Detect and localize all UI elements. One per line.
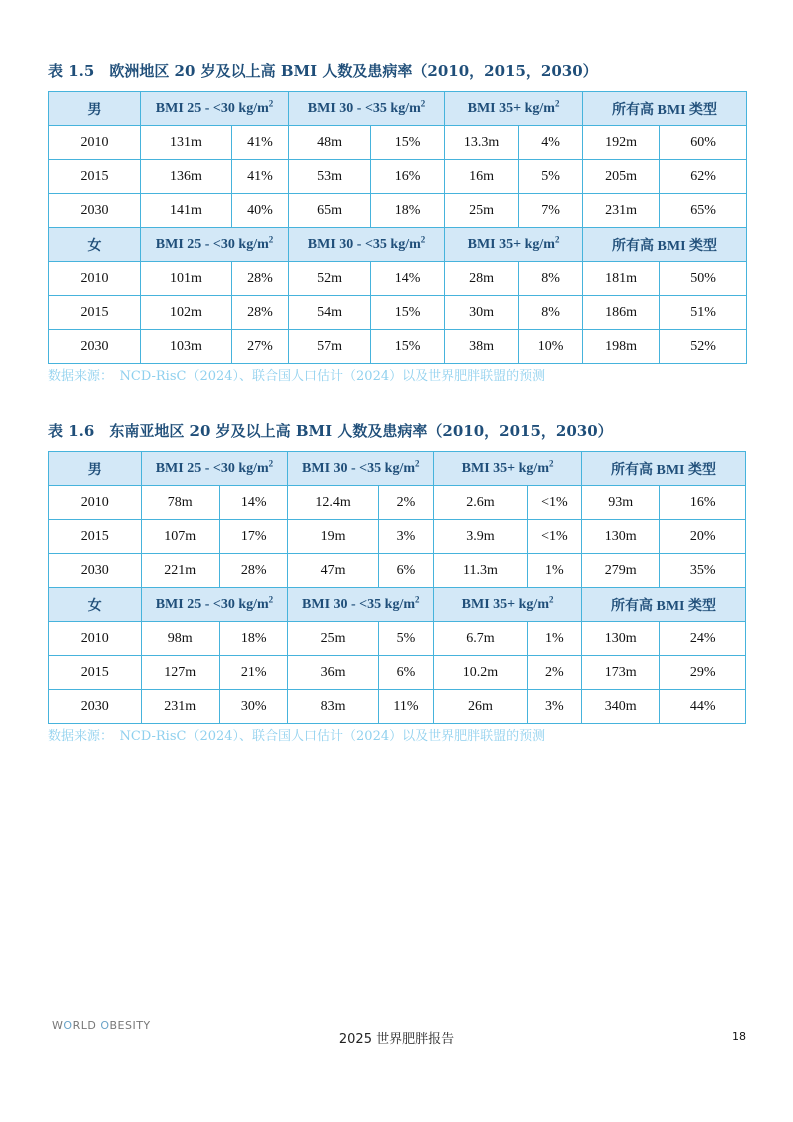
data-cell: 57m [289, 330, 371, 364]
data-cell: 17% [219, 520, 287, 554]
data-cell: 53m [289, 160, 371, 194]
table-row [49, 330, 747, 364]
report-title-footer: 2025 世界肥胖报告 [338, 1032, 455, 1047]
header-row [49, 228, 747, 262]
data-cell: 130m [582, 622, 660, 656]
sex-label: 女 [49, 228, 141, 262]
table-1-5-title: 表 1.5 欧洲地区 20 岁及以上高 BMI 人数及患病率（2010，2015，2030） [48, 62, 598, 80]
page-number: 18 [732, 1030, 746, 1043]
table-row [49, 126, 747, 160]
data-cell: 221m [141, 554, 219, 588]
column-header: BMI $35+ kg/m^2$ [445, 228, 583, 262]
data-cell: 181m [583, 262, 660, 296]
data-cell: 48m [289, 126, 371, 160]
data-cell: 192m [583, 126, 660, 160]
data-cell: 27% [232, 330, 289, 364]
data-cell: 18% [219, 622, 287, 656]
data-cell: 279m [582, 554, 660, 588]
data-cell: 52m [289, 262, 371, 296]
data-cell: 41% [232, 126, 289, 160]
column-header: BMI $35+ kg/m^2$ [445, 92, 583, 126]
header-row [49, 92, 747, 126]
table-1-6-title: 表 1.6 东南亚地区 20 岁及以上高 BMI 人数及患病率（2010，2015，2030） [48, 422, 613, 440]
column-header: BMI $35+ kg/m^2$ [434, 588, 582, 622]
table-row [49, 690, 746, 724]
column-header: BMI 25 - <30 $kg/m^2$ [141, 588, 288, 622]
data-cell: 25m [288, 622, 379, 656]
data-cell: 28% [232, 262, 289, 296]
table-row [49, 296, 747, 330]
data-cell: 3.9m [434, 520, 528, 554]
data-cell: 35% [660, 554, 746, 588]
year-cell: 2030 [49, 554, 142, 588]
data-cell: 21% [219, 656, 287, 690]
year-cell: 2030 [49, 690, 142, 724]
table-row [49, 622, 746, 656]
data-cell: 28% [219, 554, 287, 588]
data-cell: 98m [141, 622, 219, 656]
year-cell: 2010 [49, 622, 142, 656]
data-cell: 127m [141, 656, 219, 690]
data-cell: 6% [378, 656, 433, 690]
data-cell: 186m [583, 296, 660, 330]
data-cell: 7% [519, 194, 583, 228]
data-cell: 10.2m [434, 656, 528, 690]
data-cell: 8% [519, 262, 583, 296]
table-1-5 [48, 91, 747, 364]
data-cell: 38m [445, 330, 519, 364]
table-row [49, 160, 747, 194]
sex-label: 男 [49, 92, 141, 126]
year-cell: 2030 [49, 194, 141, 228]
table-row [49, 262, 747, 296]
column-header: BMI 25 - <30 $kg/m^2$ [141, 452, 288, 486]
table-row [49, 486, 746, 520]
year-cell: 2015 [49, 160, 141, 194]
column-header: BMI $35+ kg/m^2$ [434, 452, 582, 486]
table-row [49, 194, 747, 228]
data-cell: 36m [288, 656, 379, 690]
data-cell: 83m [288, 690, 379, 724]
data-cell: 41% [232, 160, 289, 194]
year-cell: 2015 [49, 656, 142, 690]
data-cell: 131m [141, 126, 232, 160]
data-cell: 47m [288, 554, 379, 588]
data-cell: 14% [371, 262, 445, 296]
data-cell: 78m [141, 486, 219, 520]
header-row [49, 452, 746, 486]
table-row [49, 554, 746, 588]
data-cell: 15% [371, 126, 445, 160]
data-cell: 44% [660, 690, 746, 724]
data-cell: 54m [289, 296, 371, 330]
data-cell: 30% [219, 690, 287, 724]
data-cell: <1% [527, 486, 581, 520]
data-cell: 3% [378, 520, 433, 554]
data-cell: 1% [527, 554, 581, 588]
table-1-6-body [49, 452, 746, 724]
data-cell: 14% [219, 486, 287, 520]
data-cell: 2% [378, 486, 433, 520]
data-cell: 205m [583, 160, 660, 194]
data-cell: 3% [527, 690, 581, 724]
column-header: BMI 25 - <30 $kg/m^2$ [141, 92, 289, 126]
data-cell: 16% [660, 486, 746, 520]
data-cell: 340m [582, 690, 660, 724]
data-cell: 15% [371, 296, 445, 330]
data-cell: 4% [519, 126, 583, 160]
table-row [49, 520, 746, 554]
data-cell: 130m [582, 520, 660, 554]
data-cell: 51% [660, 296, 747, 330]
data-cell: 20% [660, 520, 746, 554]
data-cell: 60% [660, 126, 747, 160]
data-cell: 1% [527, 622, 581, 656]
data-cell: 24% [660, 622, 746, 656]
data-cell: 30m [445, 296, 519, 330]
data-cell: 5% [519, 160, 583, 194]
data-cell: 93m [582, 486, 660, 520]
data-cell: 15% [371, 330, 445, 364]
column-header: 所有高 BMI 类型 [583, 92, 747, 126]
data-cell: 2.6m [434, 486, 528, 520]
column-header: BMI 30 - <35 $kg/m^2$ [289, 228, 445, 262]
data-cell: 25m [445, 194, 519, 228]
column-header: BMI 30 - <35 $kg/m^2$ [289, 92, 445, 126]
year-cell: 2010 [49, 486, 142, 520]
data-cell: 2% [527, 656, 581, 690]
data-cell: 28m [445, 262, 519, 296]
data-cell: 65m [289, 194, 371, 228]
data-cell: 231m [583, 194, 660, 228]
table-row [49, 656, 746, 690]
year-cell: 2015 [49, 520, 142, 554]
column-header: BMI 30 - <35 $kg/m^2$ [288, 452, 434, 486]
column-header: 所有高 BMI 类型 [582, 588, 746, 622]
data-cell: 16m [445, 160, 519, 194]
data-cell: 16% [371, 160, 445, 194]
data-cell: 29% [660, 656, 746, 690]
data-cell: 19m [288, 520, 379, 554]
data-cell: 141m [141, 194, 232, 228]
table-1-6 [48, 451, 746, 724]
data-cell: 103m [141, 330, 232, 364]
data-cell: 62% [660, 160, 747, 194]
year-cell: 2010 [49, 262, 141, 296]
data-cell: 11.3m [434, 554, 528, 588]
table-1-5-source: 数据来源： NCD-RisC（2024）、联合国人口估计（2024）以及世界肥胖联盟的预测 [48, 369, 546, 384]
data-cell: 12.4m [288, 486, 379, 520]
year-cell: 2010 [49, 126, 141, 160]
data-cell: 26m [434, 690, 528, 724]
table-1-5-body [49, 92, 747, 364]
column-header: 所有高 BMI 类型 [583, 228, 747, 262]
data-cell: 6.7m [434, 622, 528, 656]
column-header: BMI 25 - <30 $kg/m^2$ [141, 228, 289, 262]
data-cell: 136m [141, 160, 232, 194]
data-cell: 10% [519, 330, 583, 364]
sex-label: 男 [49, 452, 142, 486]
data-cell: 18% [371, 194, 445, 228]
sex-label: 女 [49, 588, 142, 622]
data-cell: 107m [141, 520, 219, 554]
column-header: BMI 30 - <35 $kg/m^2$ [288, 588, 434, 622]
data-cell: <1% [527, 520, 581, 554]
data-cell: 6% [378, 554, 433, 588]
data-cell: 65% [660, 194, 747, 228]
data-cell: 40% [232, 194, 289, 228]
data-cell: 101m [141, 262, 232, 296]
data-cell: 28% [232, 296, 289, 330]
data-cell: 102m [141, 296, 232, 330]
world-obesity-logo: WORLD OBESITY [52, 1019, 151, 1032]
data-cell: 231m [141, 690, 219, 724]
data-cell: 52% [660, 330, 747, 364]
column-header: 所有高 BMI 类型 [582, 452, 746, 486]
header-row [49, 588, 746, 622]
year-cell: 2015 [49, 296, 141, 330]
data-cell: 198m [583, 330, 660, 364]
data-cell: 50% [660, 262, 747, 296]
data-cell: 173m [582, 656, 660, 690]
table-1-6-source: 数据来源： NCD-RisC（2024）、联合国人口估计（2024）以及世界肥胖联盟的预测 [48, 729, 546, 744]
year-cell: 2030 [49, 330, 141, 364]
data-cell: 11% [378, 690, 433, 724]
data-cell: 13.3m [445, 126, 519, 160]
data-cell: 5% [378, 622, 433, 656]
data-cell: 8% [519, 296, 583, 330]
